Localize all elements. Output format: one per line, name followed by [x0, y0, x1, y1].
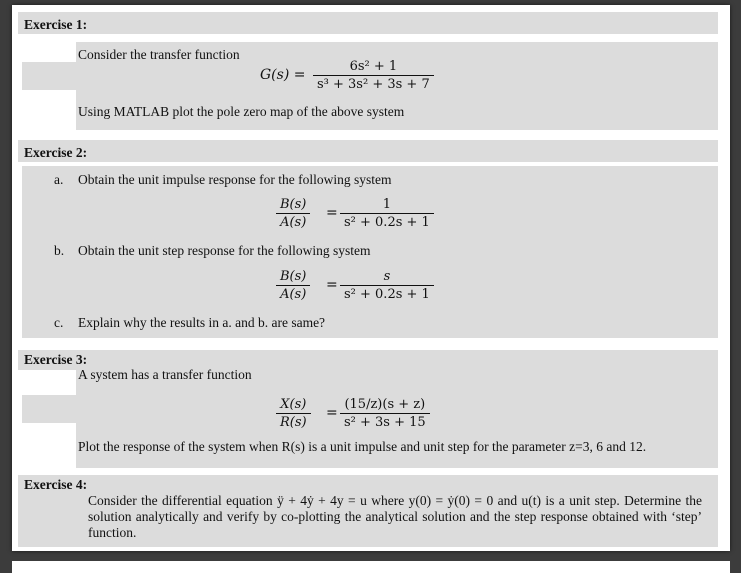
- exercise2-a-rhs: [340, 197, 434, 230]
- next-page-edge: [12, 561, 730, 573]
- exercise2-a-lhs-den: A(s): [276, 213, 310, 230]
- exercise3-intro: A system has a transfer function: [78, 367, 252, 382]
- exercise2-a-text: Obtain the unit impulse response for the following system: [78, 172, 392, 187]
- exercise3-num: (15/z)(s + z): [344, 397, 426, 412]
- exercise2-a-den: s² + 0.2s + 1: [340, 213, 434, 230]
- exercise3-lhs-den: R(s): [276, 413, 311, 430]
- exercise1-task: Using MATLAB plot the pole zero map of the above system: [78, 104, 405, 119]
- exercise1-title-band: [18, 12, 718, 34]
- exercise2-b-equals: =: [326, 277, 338, 293]
- exercise1-denominator: s³ + 3s² + 3s + 7: [313, 75, 434, 92]
- exercise2-c-text: Explain why the results in a. and b. are same?: [78, 315, 326, 330]
- exercise1-lhs: G(s) =: [260, 67, 306, 83]
- exercise3-lhs-num: X(s): [280, 397, 307, 412]
- exercise2-a-lhs-num: B(s): [280, 197, 307, 212]
- exercise2-b-text: Obtain the unit step response for the following system: [78, 243, 371, 258]
- exercise2-b-num: s: [383, 269, 391, 284]
- exercise3-left-band: [22, 395, 76, 423]
- exercise3-rhs: [340, 397, 430, 430]
- exercise1-numerator: 6s² + 1: [349, 59, 398, 74]
- exercise1-intro: Consider the transfer function: [78, 47, 240, 62]
- exercise2-title: Exercise 2:: [24, 145, 88, 160]
- exercise1-left-band: [22, 62, 76, 90]
- exercise2-b-rhs: [340, 269, 434, 302]
- exercise2-b-lhs-den: A(s): [276, 285, 310, 302]
- exercise2-title-band: [18, 140, 718, 162]
- exercise2-b-lhs: [276, 269, 310, 302]
- document-page: [12, 5, 730, 551]
- exercise4-text: Consider the differential equation ÿ + 4ẏ + 4y = u where y(0) = ẏ(0) = 0 and u(t) is a unit step. Determine the solution analytically and verify by co-plotting the analytical solution and the step response obtained with ‘step’ function.: [88, 493, 702, 540]
- exercise2-b-marker: b.: [54, 243, 65, 258]
- exercise2-a-num: 1: [382, 197, 392, 212]
- exercise2-b-den: s² + 0.2s + 1: [340, 285, 434, 302]
- exercise1-title: Exercise 1:: [24, 17, 88, 32]
- exercise2-b-lhs-num: B(s): [280, 269, 307, 284]
- exercise2-c-marker: c.: [54, 315, 64, 330]
- exercise3-lhs: [276, 397, 311, 430]
- exercise4-title: Exercise 4:: [24, 477, 88, 492]
- exercise2-a-lhs: [276, 197, 310, 230]
- exercise3-den: s² + 3s + 15: [340, 413, 430, 430]
- exercise2-a-equals: =: [326, 205, 338, 221]
- exercise2-a-marker: a.: [54, 172, 64, 187]
- exercise3-title: Exercise 3:: [24, 352, 88, 367]
- exercise3-task: Plot the response of the system when R(s) is a unit impulse and unit step for the parameter z=3, 6 and 12.: [78, 439, 647, 454]
- exercise1-fraction: [313, 59, 434, 92]
- exercise3-equals: =: [326, 405, 338, 421]
